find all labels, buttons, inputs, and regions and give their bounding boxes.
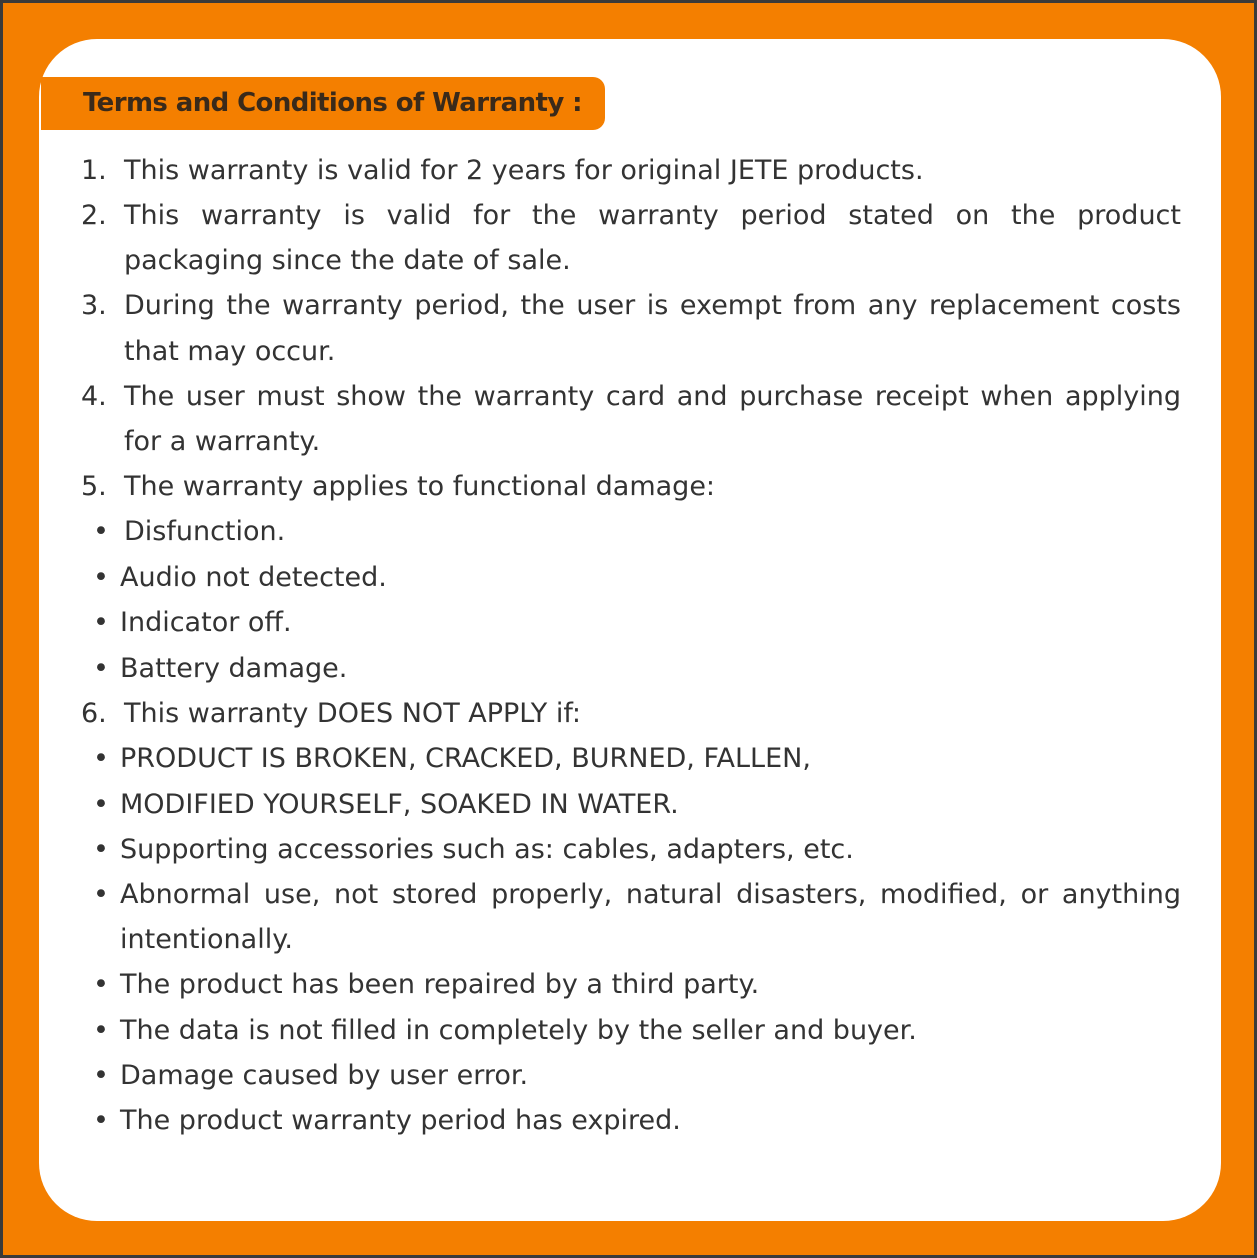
bullet-icon: •: [93, 789, 109, 820]
item-text: packaging since the date of sale.: [124, 245, 571, 276]
item-number: 1.: [81, 155, 107, 186]
item-text: that may occur.: [124, 336, 336, 367]
bullet-icon: •: [93, 969, 109, 1000]
page-title: Terms and Conditions of Warranty :: [83, 88, 582, 118]
bullet-text: Audio not detected.: [120, 562, 387, 593]
bullet-text: Abnormal use, not stored properly, natural disasters, modified, or anything: [120, 879, 1181, 910]
bullet-text: Battery damage.: [120, 653, 348, 684]
item-text: This warranty is valid for 2 years for original JETE products.: [124, 155, 924, 186]
item-number: 4.: [81, 381, 107, 412]
bullet-icon: •: [93, 879, 109, 910]
bullet-icon: •: [93, 743, 109, 774]
bullet-text: intentionally.: [120, 924, 293, 955]
bullet-text: Indicator off.: [120, 607, 292, 638]
bullet-icon: •: [93, 1060, 109, 1091]
item-number: 6.: [81, 698, 107, 729]
bullet-icon: •: [93, 1015, 109, 1046]
bullet-text: The data is not filled in completely by the seller and buyer.: [120, 1015, 917, 1046]
item-text: During the warranty period, the user is exempt from any replacement costs: [124, 290, 1181, 321]
bullet-icon: •: [93, 834, 109, 865]
bullet-icon: •: [93, 653, 109, 684]
bullet-icon: •: [93, 562, 109, 593]
bullet-icon: •: [93, 1105, 109, 1136]
bullet-text: Damage caused by user error.: [120, 1060, 529, 1091]
item-text: The user must show the warranty card and purchase receipt when applying: [124, 381, 1181, 412]
item-text: This warranty DOES NOT APPLY if:: [124, 698, 581, 729]
item-number: 2.: [81, 200, 107, 231]
item-number: 5.: [81, 471, 107, 502]
item-text: for a warranty.: [124, 426, 321, 457]
bullet-icon: •: [93, 516, 109, 547]
item-text: The warranty applies to functional damage:: [124, 471, 716, 502]
bullet-text: Supporting accessories such as: cables, adapters, etc.: [120, 834, 854, 865]
bullet-icon: •: [93, 607, 109, 638]
title-tab: [41, 77, 605, 130]
bullet-text: The product warranty period has expired.: [120, 1105, 681, 1136]
bullet-text: Disfunction.: [124, 516, 286, 547]
bullet-text: MODIFIED YOURSELF, SOAKED IN WATER.: [120, 789, 679, 820]
item-number: 3.: [81, 290, 107, 321]
bullet-text: PRODUCT IS BROKEN, CRACKED, BURNED, FALLEN,: [120, 743, 811, 774]
item-text: This warranty is valid for the warranty period stated on the product: [124, 200, 1181, 231]
bullet-text: The product has been repaired by a third party.: [120, 969, 760, 1000]
